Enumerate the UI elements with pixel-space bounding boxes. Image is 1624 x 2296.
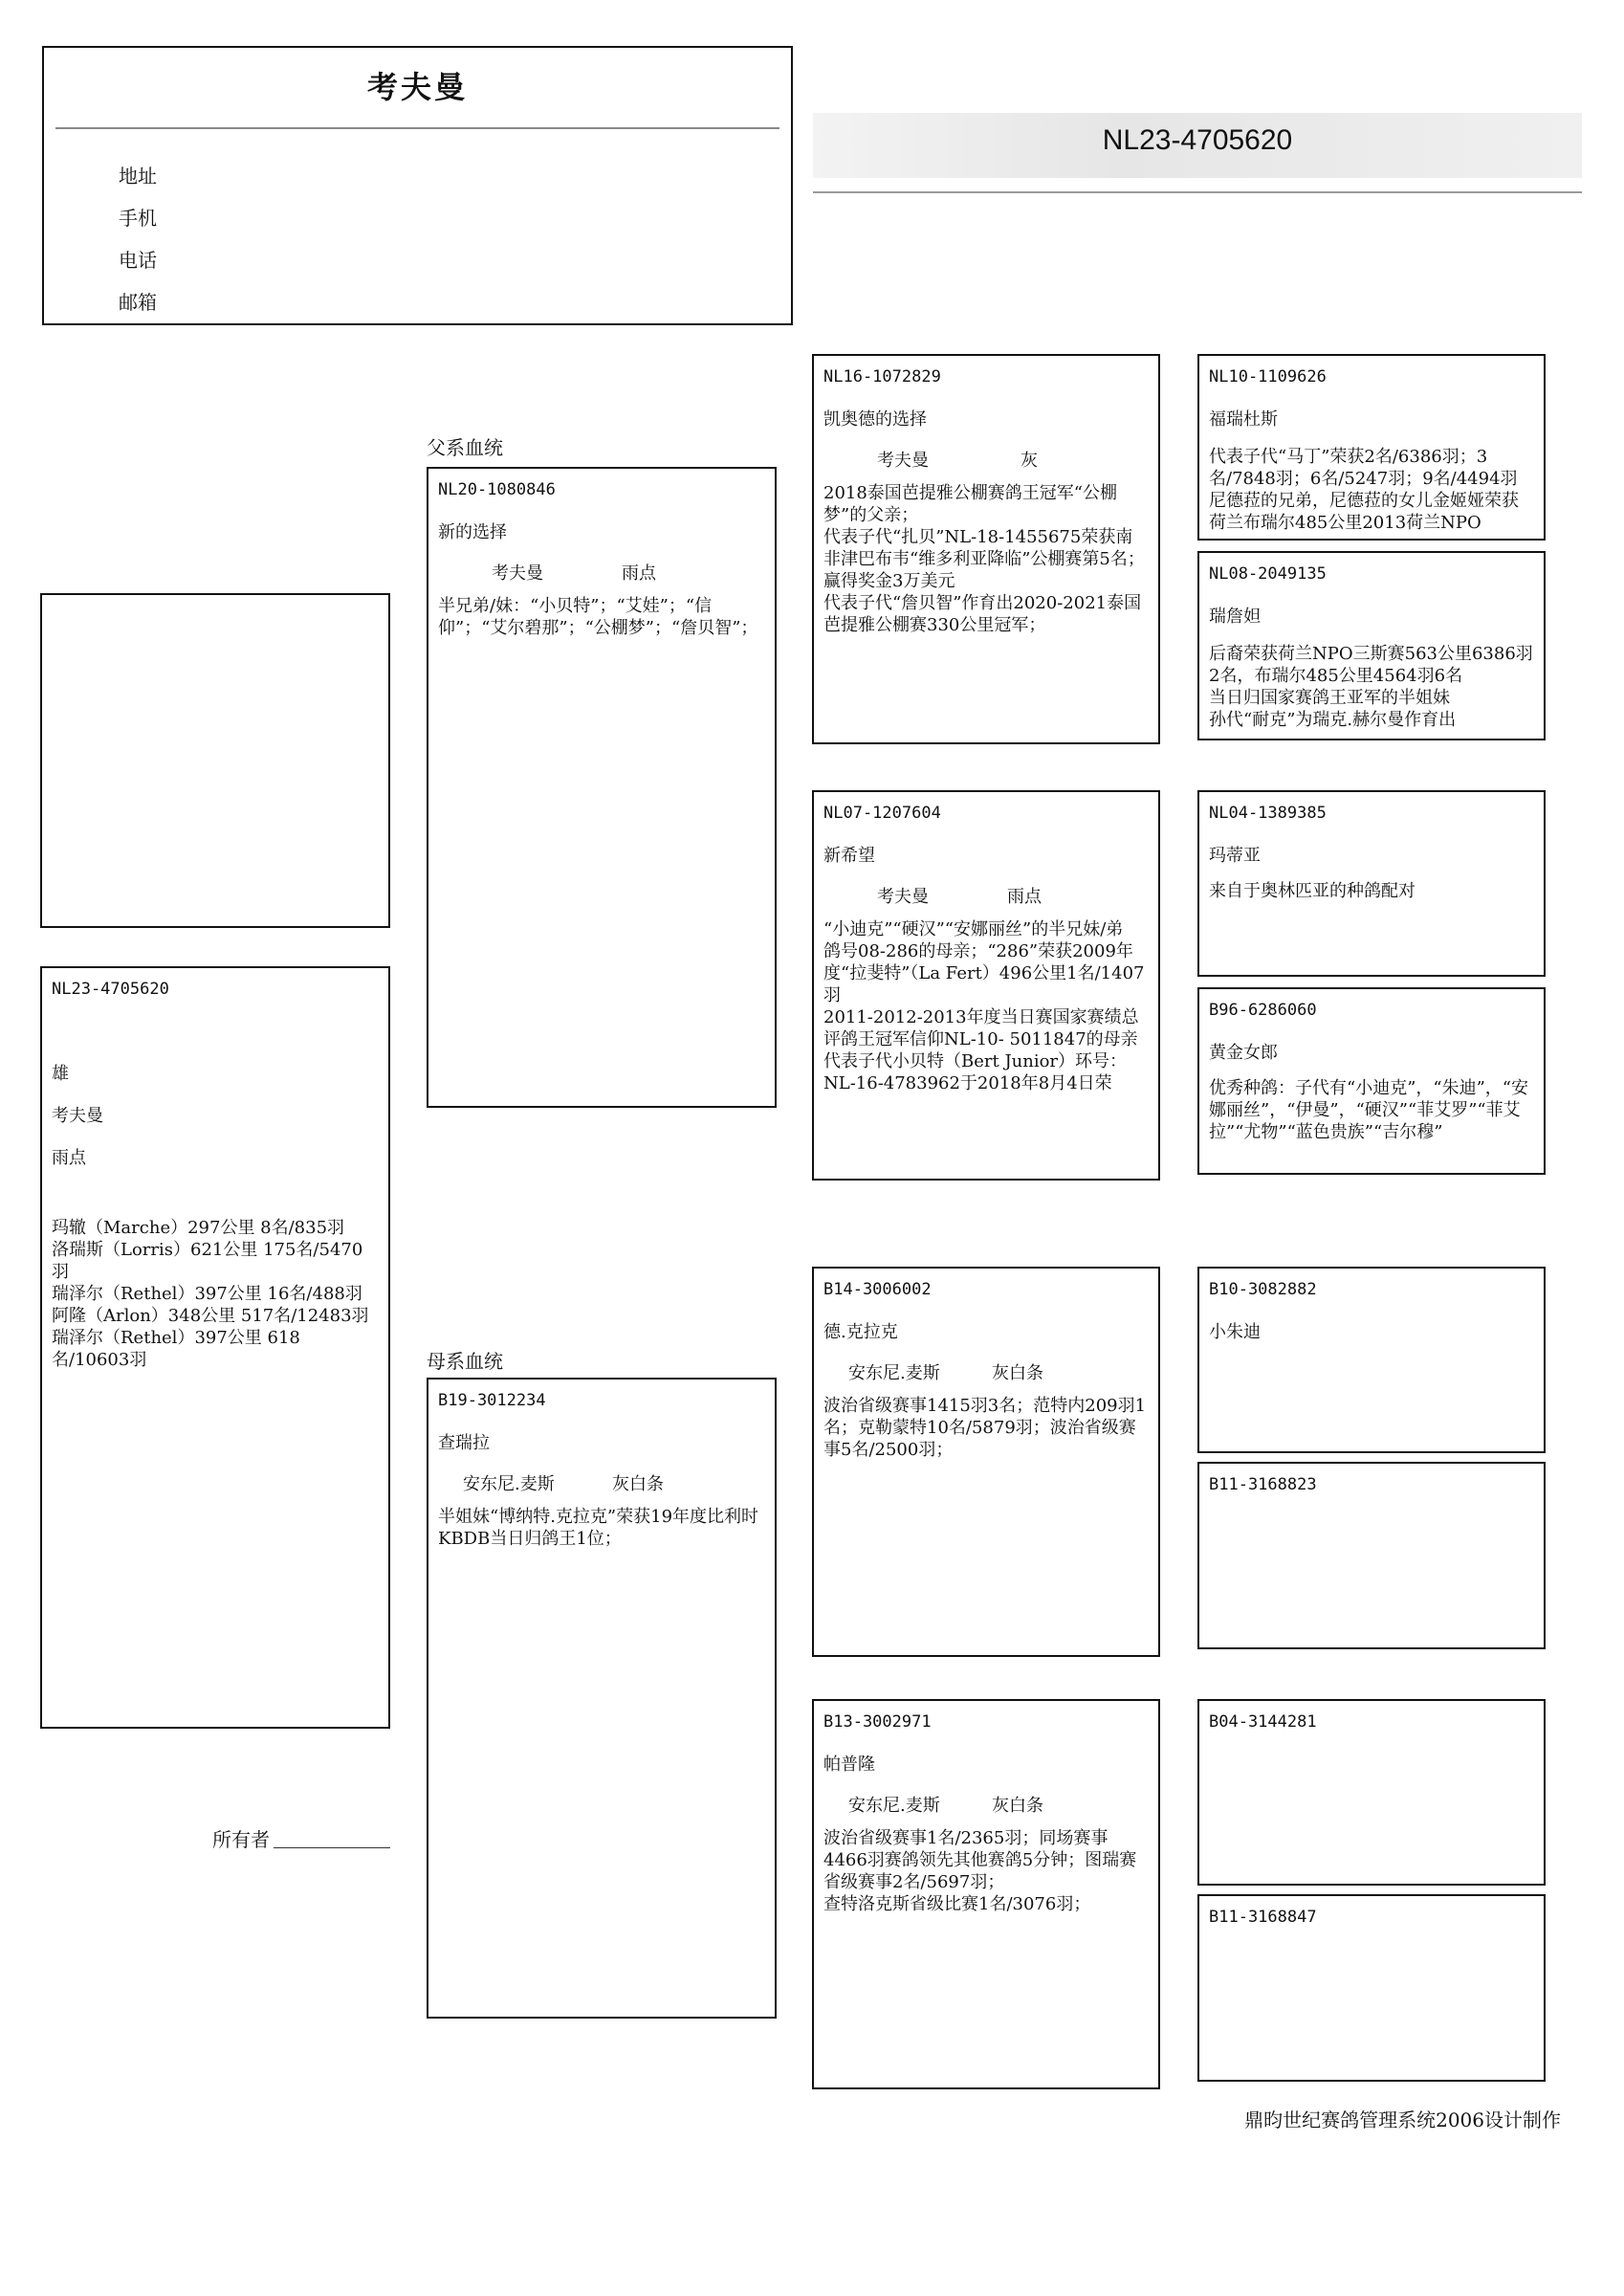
gp4-ring: B13-3002971 <box>823 1712 932 1732</box>
ggp1-card <box>1197 354 1546 541</box>
gp4-color: 灰白条 <box>992 1796 1043 1816</box>
gp3-description: 波治省级赛事1415羽3名；范特内209羽1名；克勒蒙特10名/5879羽；波治省级赛事5名/2500羽； <box>823 1396 1147 1460</box>
sire-description: 半兄弟/妹：“小贝特”；“艾娃”；“信仰”；“艾尔碧那”；“公棚梦”；“詹贝智”； <box>438 596 758 638</box>
gp4-description: 波治省级赛事1名/2365羽；同场赛事4466羽赛鸽领先其他赛鸽5分钟；图瑞赛省级赛事2名/5697羽； 查特洛克斯省级比赛1名/3076羽； <box>823 1828 1137 1914</box>
owner-title-divider <box>55 127 779 129</box>
sire-section-label: 父系血统 <box>427 436 503 459</box>
ggp5-ring: B10-3082882 <box>1209 1280 1317 1299</box>
sire-name: 新的选择 <box>438 522 507 542</box>
ggp6-ring: B11-3168823 <box>1209 1475 1317 1494</box>
gp1-ring: NL16-1072829 <box>823 367 941 386</box>
gp1-description: 2018泰国芭提雅公棚赛鸽王冠军“公棚梦”的父亲； 代表子代“扎贝”NL-18-1455675荣获南非津巴布韦“维多利亚降临”公棚赛第5名；赢得奖金3万美元 代表子代“詹贝智”作育出2020-2021泰国芭提雅公棚赛330公里冠军； <box>823 483 1145 635</box>
gp2-breeder: 考夫曼 <box>877 887 929 907</box>
owner-title: 考夫曼 <box>366 69 468 105</box>
ggp2-ring: NL08-2049135 <box>1209 564 1327 584</box>
owner-info-box <box>42 46 793 325</box>
sire-card <box>427 467 777 1108</box>
owner-signature-line <box>274 1847 390 1848</box>
gp3-ring: B14-3006002 <box>823 1280 932 1299</box>
ggp3-card <box>1197 790 1546 977</box>
gp1-color: 灰 <box>1020 451 1038 471</box>
ggp8-card <box>1197 1894 1546 2082</box>
ggp3-description: 来自于奥林匹亚的种鸽配对 <box>1209 881 1416 901</box>
ggp7-ring: B04-3144281 <box>1209 1712 1317 1732</box>
gp1-name: 凯奥德的选择 <box>823 409 927 430</box>
gp3-name: 德.克拉克 <box>823 1322 898 1342</box>
ggp1-name: 福瑞杜斯 <box>1209 409 1278 430</box>
subject-sex: 雄 <box>52 1064 69 1084</box>
owner-mobile-label: 手机 <box>119 207 157 230</box>
photo-placeholder <box>40 593 390 928</box>
ggp8-ring: B11-3168847 <box>1209 1908 1317 1927</box>
ggp2-name: 瑞詹妲 <box>1209 607 1261 627</box>
sire-ring: NL20-1080846 <box>438 480 556 499</box>
dam-name: 查瑞拉 <box>438 1433 490 1453</box>
dam-color: 灰白条 <box>612 1474 664 1494</box>
ggp3-name: 玛蒂亚 <box>1209 846 1261 866</box>
header-rule <box>813 191 1582 193</box>
ggp4-description: 优秀种鸽：子代有“小迪克”，“朱迪”，“安娜丽丝”，“伊曼”，“硬汉”“菲艾罗”“菲艾拉”“尤物”“蓝色贵族”“吉尔穆” <box>1209 1078 1529 1142</box>
ggp1-description: 代表子代“马丁”荣获2名/6386羽；3名/7848羽；6名/5247羽；9名/4494羽 尼德菈的兄弟，尼德菈的女儿金姬娅荣获荷兰布瑞尔485公里2013荷兰NPO <box>1209 447 1519 533</box>
sire-breeder: 考夫曼 <box>492 563 543 584</box>
ggp4-ring: B96-6286060 <box>1209 1001 1317 1020</box>
subject-results: 玛辙（Marche）297公里 8名/835羽 洛瑞斯（Lorris）621公里 175名/5470羽 瑞泽尔（Rethel）397公里 16名/488羽 阿隆（Arlon）348公里 517名/12483羽 瑞泽尔（Rethel）397公里 618名/10603羽 <box>52 1218 369 1370</box>
ggp2-description: 后裔荣获荷兰NPO三斯赛563公里6386羽2名，布瑞尔485公里4564羽6名 当日归国家赛鸽王亚军的半姐妹 孙代“耐克”为瑞克.赫尔曼作育出 <box>1209 644 1533 730</box>
ggp7-card <box>1197 1699 1546 1886</box>
dam-description: 半姐妹“博纳特.克拉克”荣获19年度比利时KBDB当日归鸽王1位； <box>438 1507 759 1549</box>
gp3-color: 灰白条 <box>992 1363 1043 1383</box>
subject-color: 雨点 <box>52 1148 86 1168</box>
ggp5-name: 小朱迪 <box>1209 1322 1261 1342</box>
dam-section-label: 母系血统 <box>427 1350 503 1373</box>
gp4-name: 帕普隆 <box>823 1755 875 1775</box>
footer-credit: 鼎昀世纪赛鸽管理系统2006设计制作 <box>1244 2108 1561 2131</box>
ggp1-ring: NL10-1109626 <box>1209 367 1327 386</box>
gp1-breeder: 考夫曼 <box>877 451 929 471</box>
ggp3-ring: NL04-1389385 <box>1209 804 1327 823</box>
gp2-ring: NL07-1207604 <box>823 804 941 823</box>
gp3-breeder: 安东尼.麦斯 <box>848 1363 940 1383</box>
gp2-name: 新希望 <box>823 846 875 866</box>
grandsire-paternal-card <box>812 354 1160 744</box>
ggp4-card <box>1197 987 1546 1175</box>
dam-ring: B19-3012234 <box>438 1391 546 1410</box>
owner-email-label: 邮箱 <box>119 291 157 314</box>
ggp4-name: 黄金女郎 <box>1209 1043 1278 1063</box>
subject-card <box>40 966 390 1729</box>
ggp6-card <box>1197 1462 1546 1649</box>
subject-ring: NL23-4705620 <box>52 980 169 999</box>
gp4-breeder: 安东尼.麦斯 <box>848 1796 940 1816</box>
sire-color: 雨点 <box>622 563 656 584</box>
gp2-color: 雨点 <box>1007 887 1042 907</box>
dam-breeder: 安东尼.麦斯 <box>463 1474 555 1494</box>
granddam-paternal-card <box>812 790 1160 1181</box>
granddam-maternal-card <box>812 1699 1160 2089</box>
owner-phone-label: 电话 <box>119 249 157 272</box>
gp2-description: “小迪克”“硬汉”“安娜丽丝”的半兄妹/弟 鸽号08-286的母亲；“286”荣获2009年度“拉斐特”（La Fert）496公里1名/1407羽 2011-2012-2013年度当日赛国家赛绩总评鸽王冠军信仰NL-10- 5011847的母亲 代表子代小贝特（Bert Junior）环号：NL-16-4783962于2018年8月4日荣 <box>823 919 1145 1093</box>
header-ring-number: NL23-4705620 <box>1102 124 1293 156</box>
subject-breeder: 考夫曼 <box>52 1106 103 1126</box>
ggp2-card <box>1197 551 1546 740</box>
owner-address-label: 地址 <box>119 165 157 188</box>
dam-card <box>427 1378 777 2019</box>
owner-signature-label: 所有者 <box>212 1828 270 1851</box>
ggp5-card <box>1197 1267 1546 1453</box>
grandsire-maternal-card <box>812 1267 1160 1657</box>
